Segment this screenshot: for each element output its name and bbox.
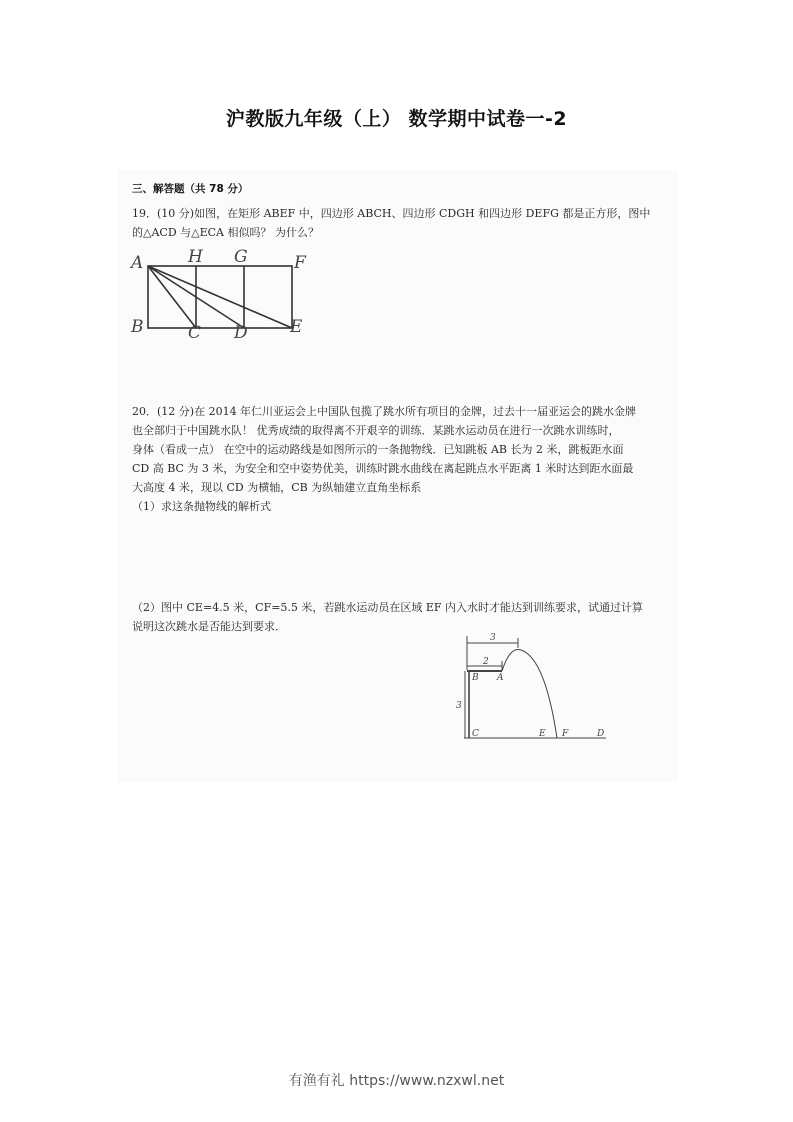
question-19-text xyxy=(132,204,662,242)
dim-mid-label: 2 xyxy=(483,657,489,667)
label-e: E xyxy=(290,317,303,337)
question-line: 20．(12 分)在 2014 年仁川亚运会上中国队包揽了跳水所有项目的金牌，过去十一届亚运会的跳水金牌 xyxy=(132,405,637,418)
label-d: D xyxy=(597,729,605,739)
question-line: 的△ACD 与△ECA 相似吗？ 为什么？ xyxy=(132,226,319,239)
label-f: F xyxy=(294,253,306,273)
label-f: F xyxy=(562,729,569,739)
question-line: 大高度 4 米，现以 CD 为横轴，CB 为纵轴建立直角坐标系 xyxy=(132,481,422,494)
figure-diving-parabola xyxy=(450,630,620,750)
question-line: 身体（看成一点） 在空中的运动路线是如图所示的一条抛物线．已知跳板 AB 长为 2 米，跳板距水面 xyxy=(132,443,624,456)
dim-left-label: 3 xyxy=(456,701,462,711)
question-line: 也全部归于中国跳水队！ 优秀成绩的取得离不开艰辛的训练．某跳水运动员在进行一次跳水训练时， xyxy=(132,424,620,437)
label-c: C xyxy=(188,323,202,340)
question-line: CD 高 BC 为 3 米，为安全和空中姿势优美，训练时跳水曲线在离起跳点水平距离 1 米时达到距水面最 xyxy=(132,462,634,475)
question-line: （2）图中 CE=4.5 米，CF=5.5 米，若跳水运动员在区域 EF 内入水时才能达到训练要求，试通过计算 xyxy=(132,601,644,614)
question-20-text xyxy=(132,402,662,516)
watermark: 有渔有礼 https://www.nzxwl.net xyxy=(288,1073,505,1089)
label-b: B xyxy=(131,317,144,337)
label-a: A xyxy=(131,253,144,273)
label-a: A xyxy=(497,673,504,683)
label-h: H xyxy=(188,247,203,267)
question-part-1: （1）求这条抛物线的解析式 xyxy=(132,500,271,513)
label-b: B xyxy=(472,673,479,683)
label-e: E xyxy=(539,729,546,739)
document-title: 沪教版九年级（上） 数学期中试卷一-2 xyxy=(225,108,568,130)
label-g: G xyxy=(234,247,248,267)
question-line: 说明这次跳水是否能达到要求． xyxy=(132,620,286,633)
dim-top-label: 3 xyxy=(490,633,496,643)
section-heading: 三、解答题（共 78 分） xyxy=(132,183,249,195)
figure-rectangle-abef xyxy=(128,244,318,340)
question-line: 19．(10 分)如图，在矩形 ABEF 中，四边形 ABCH、四边形 CDGH 和四边形 DEFG 都是正方形，图中 xyxy=(132,207,651,220)
label-d: D xyxy=(234,323,248,340)
label-c: C xyxy=(472,729,479,739)
